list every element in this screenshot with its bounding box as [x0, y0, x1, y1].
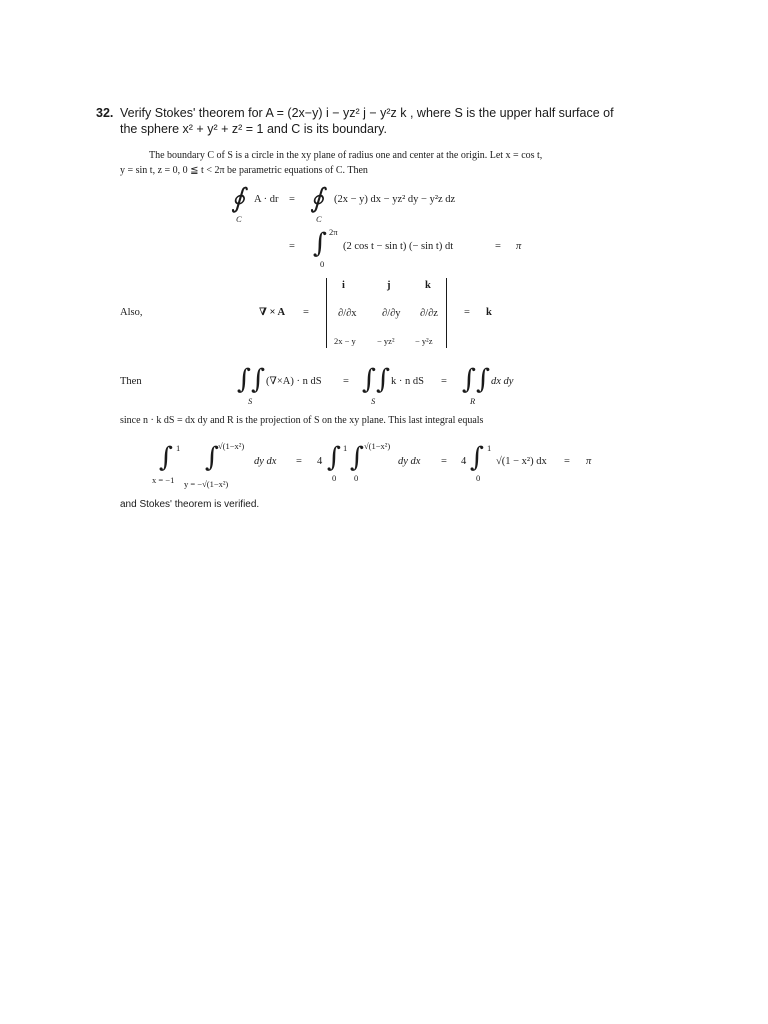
final-body-2: dy dx: [398, 456, 421, 467]
final-integral-inner-1: ∫: [205, 442, 220, 473]
then-label: Then: [120, 376, 142, 387]
problem-line-1: Verify Stokes' theorem for A = (2x−y) i − yz² j − y²z k , where S is the upper half surface of: [120, 106, 614, 120]
intro-line-1: The boundary C of S is a circle in the xy plane of radius one and center at the origin. Let x = cos t,: [149, 150, 543, 161]
final-lower-1: x = −1: [152, 475, 175, 485]
line-integral-rhs: (2x − y) dx − yz² dy − y²z dz: [334, 194, 456, 205]
curl-equals: =: [303, 307, 309, 318]
intro-line-2: y = sin t, z = 0, 0 ≦ t < 2π be parametric equations of C. Then: [120, 165, 368, 176]
final-lower-1b: y = −√(1−x²): [184, 479, 229, 489]
det-cell-d-dx: ∂/∂x: [338, 308, 357, 319]
final-equals-1: =: [296, 456, 302, 467]
final-lower-2: 0: [332, 473, 337, 483]
integral-lower-0: 0: [320, 259, 325, 269]
final-upper-3: 1: [487, 443, 492, 453]
problem-number: 32.: [96, 106, 114, 120]
double-integral-sign-1: ∫∫: [237, 364, 266, 395]
surface-sub-S-2: S: [371, 396, 376, 406]
final-coef-2: 4: [317, 456, 323, 467]
final-body-3: √(1 − x²) dx: [496, 456, 547, 467]
surface-sub-S-1: S: [248, 396, 253, 406]
final-lower-3: 0: [476, 473, 481, 483]
line-integral-equals-3: =: [495, 241, 501, 252]
determinant-left-bar: [326, 278, 327, 348]
surface-equals-2: =: [441, 376, 447, 387]
final-upper-1: 1: [176, 443, 181, 453]
final-result: π: [586, 456, 592, 467]
det-cell-2x-y: 2x − y: [334, 336, 356, 346]
contour-sub-C: C: [236, 214, 242, 224]
determinant-right-bar: [446, 278, 447, 348]
double-integral-sign-3: ∫∫: [462, 364, 491, 395]
contour-integral-sign-2: ∮: [310, 183, 325, 214]
contour-integral-sign: ∮: [231, 183, 246, 214]
surface-equals-1: =: [343, 376, 349, 387]
double-integral-sign-2: ∫∫: [362, 364, 391, 395]
final-integral-outer-2: ∫: [327, 442, 342, 473]
det-cell-i: i: [342, 280, 345, 291]
conclusion-text: and Stokes' theorem is verified.: [120, 499, 260, 510]
det-cell-yz2: − yz²: [377, 336, 395, 346]
final-equals-3: =: [564, 456, 570, 467]
line-integral-rhs-2: (2 cos t − sin t) (− sin t) dt: [343, 241, 454, 252]
det-cell-d-dy: ∂/∂y: [382, 308, 401, 319]
integral-upper-2pi: 2π: [329, 227, 338, 237]
det-cell-k: k: [425, 280, 431, 291]
surface-integral-3: dx dy: [491, 376, 514, 387]
det-cell-y2z: − y²z: [415, 336, 433, 346]
integral-sign-t: ∫: [313, 228, 328, 259]
final-coef-3: 4: [461, 456, 467, 467]
final-equals-2: =: [441, 456, 447, 467]
final-upper-2: 1: [343, 443, 348, 453]
line-integral-lhs: A · dr: [254, 194, 279, 205]
det-cell-j: j: [387, 280, 391, 291]
curl-equals-2: =: [464, 307, 470, 318]
line-integral-equals-1: =: [289, 194, 295, 205]
det-cell-d-dz: ∂/∂z: [420, 308, 438, 319]
final-integral-outer-1: ∫: [159, 442, 174, 473]
also-label: Also,: [120, 307, 143, 318]
final-body-1: dy dx: [254, 456, 277, 467]
contour-sub-C-2: C: [316, 214, 322, 224]
final-lower-2b: 0: [354, 473, 359, 483]
final-integral-inner-2: ∫: [350, 442, 365, 473]
final-upper-2b: √(1−x²): [364, 441, 391, 451]
problem-line-2: the sphere x² + y² + z² = 1 and C is its boundary.: [120, 122, 387, 136]
line-integral-equals-2: =: [289, 241, 295, 252]
curl-result: k: [486, 307, 492, 318]
final-upper-1b: √(1−x²): [218, 441, 245, 451]
surface-integral-2: k · n dS: [391, 376, 424, 387]
since-text: since n · k dS = dx dy and R is the projection of S on the xy plane. This last integral equals: [120, 415, 484, 426]
region-sub-R: R: [470, 396, 476, 406]
line-integral-result: π: [516, 241, 522, 252]
curl-lhs: ∇ × A: [259, 307, 286, 318]
surface-integral-1: (∇×A) · n dS: [266, 376, 322, 387]
final-integral-3: ∫: [470, 442, 485, 473]
